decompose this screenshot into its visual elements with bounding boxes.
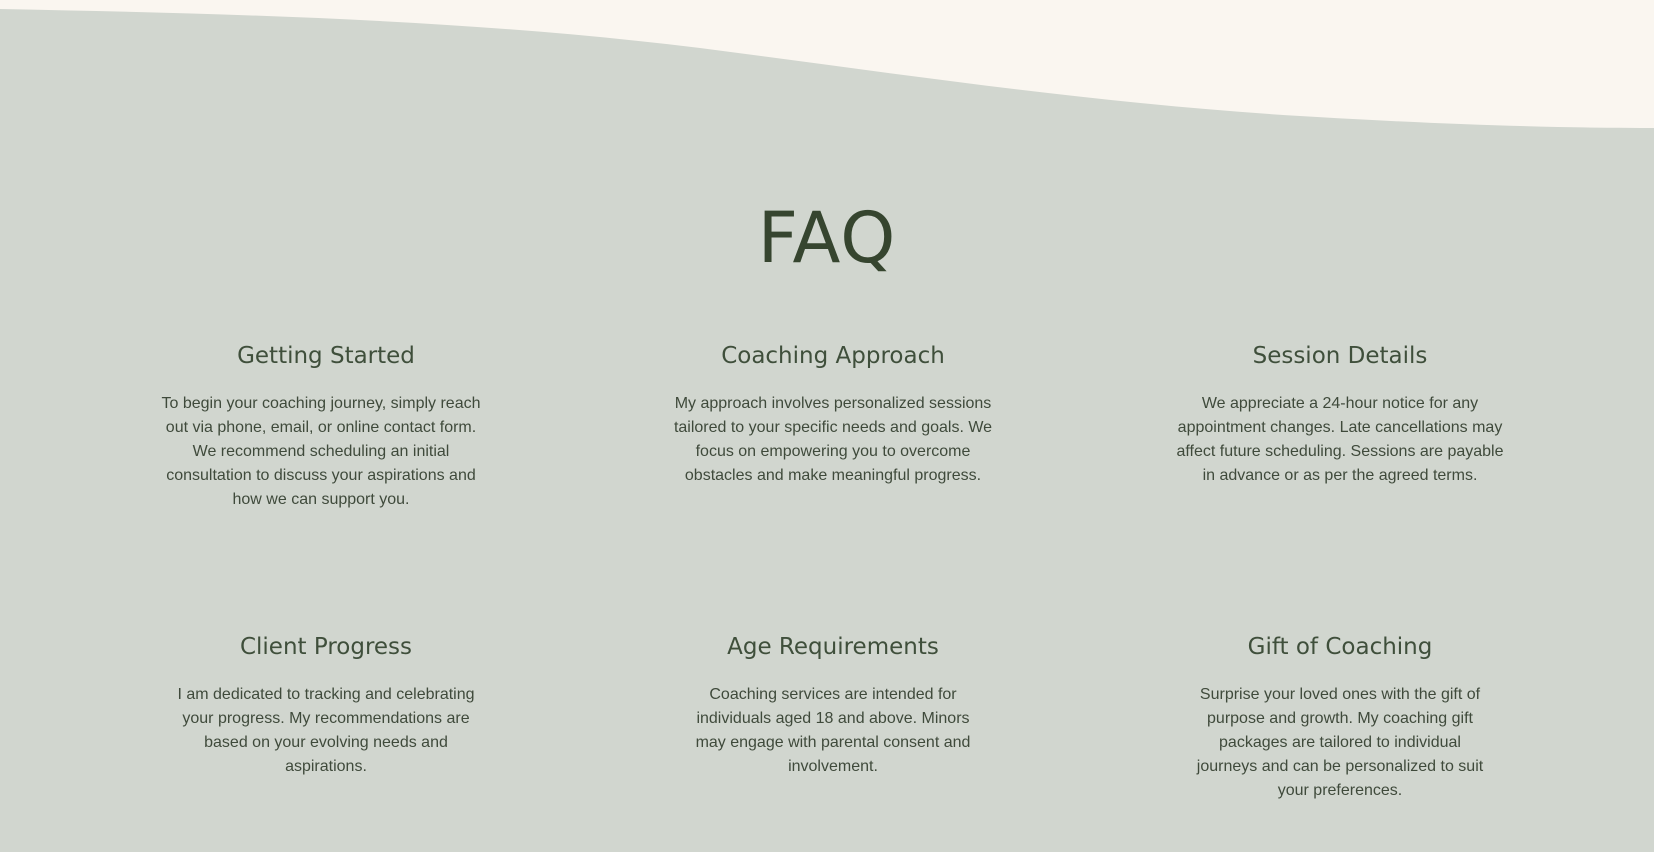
- faq-title: FAQ: [757, 197, 897, 279]
- faq-item-age-requirements: [668, 629, 998, 779]
- faq-item-getting-started: [161, 338, 491, 512]
- faq-item-title: Coaching Approach: [721, 343, 945, 369]
- faq-item-body: My approach involves personalized sessions tailored to your specific needs and goals. We focus on empowering you to overcome obstacles and make meaningful progress.: [673, 395, 993, 484]
- faq-item-session-details: [1175, 338, 1505, 488]
- faq-item-title: Session Details: [1252, 343, 1428, 369]
- faq-item-body: We appreciate a 24-hour notice for any appointment changes. Late cancellations may affect future scheduling. Sessions are payable in advance or as per the agreed terms.: [1176, 395, 1504, 484]
- faq-item-client-progress: [161, 629, 491, 779]
- faq-item-body: I am dedicated to tracking and celebrating your progress. My recommendations are based on your evolving needs and aspirations.: [177, 686, 475, 775]
- faq-item-coaching-approach: [668, 338, 998, 488]
- faq-item-body: Coaching services are intended for individuals aged 18 and above. Minors may engage with parental consent and involvement.: [695, 686, 971, 775]
- faq-item-body: To begin your coaching journey, simply reach out via phone, email, or online contact form. We recommend scheduling an initial consultation to discuss your aspirations and how we can support you.: [161, 395, 481, 508]
- faq-item-title: Age Requirements: [727, 634, 939, 660]
- faq-item-title: Getting Started: [237, 343, 415, 369]
- faq-item-title: Client Progress: [239, 634, 413, 660]
- faq-item-title: Gift of Coaching: [1247, 634, 1433, 660]
- faq-item-body: Surprise your loved ones with the gift of purpose and growth. My coaching gift packages are tailored to individual journeys and can be personalized to suit your preferences.: [1196, 686, 1484, 799]
- top-wave-divider: [0, 0, 1654, 140]
- faq-item-gift-of-coaching: [1175, 629, 1505, 803]
